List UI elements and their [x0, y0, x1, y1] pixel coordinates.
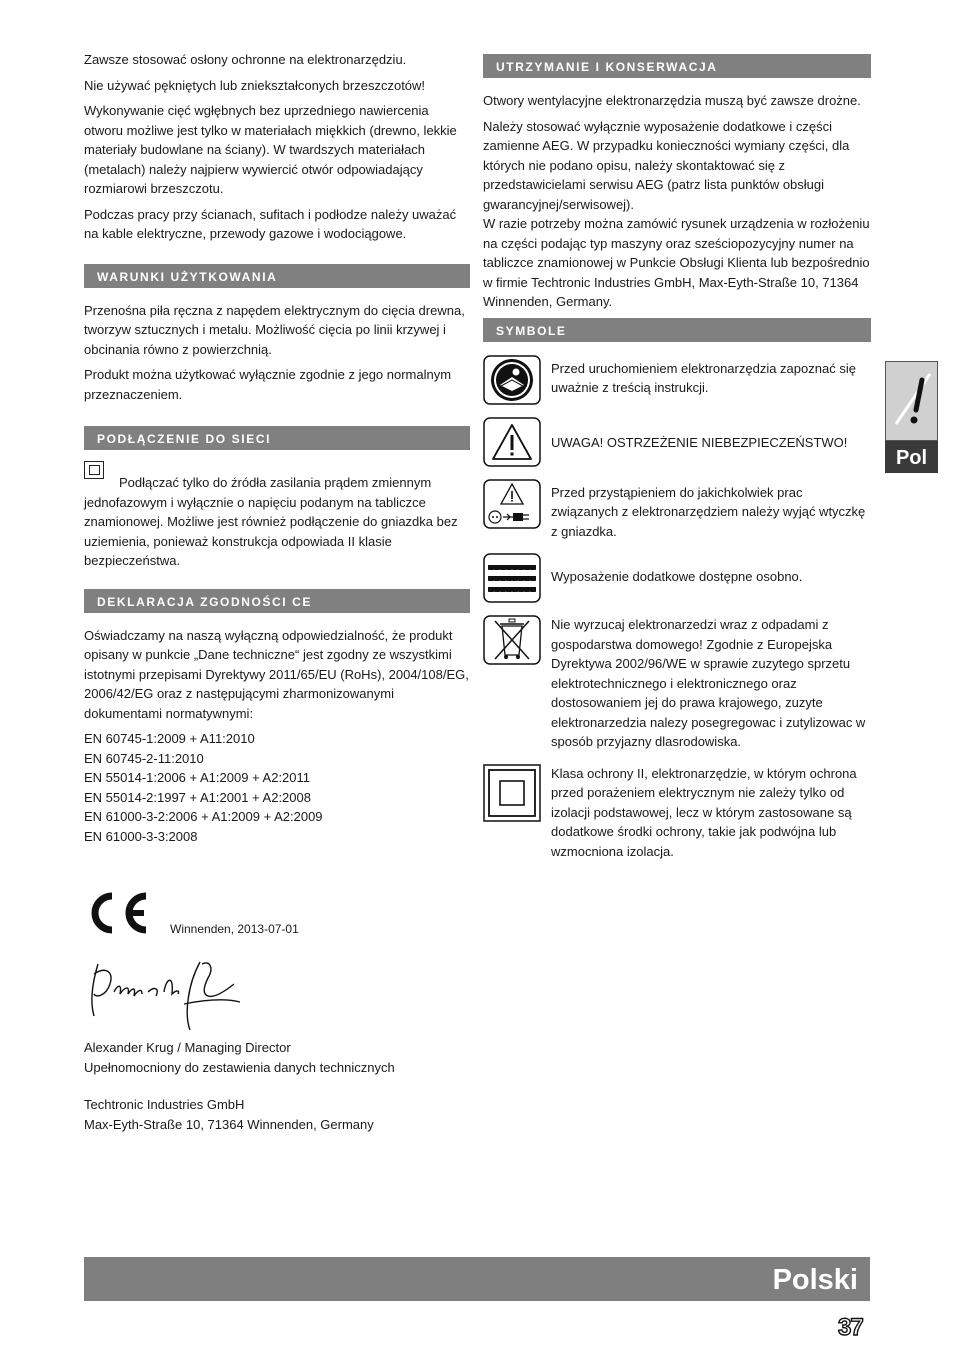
intro-paragraph: Zawsze stosować osłony ochronne na elektronarzędziu.	[84, 52, 407, 67]
footer-title: Polski	[772, 1264, 858, 1296]
declaration-paragraph: Oświadczamy na naszą wyłączną odpowiedzialność, że produkt opisany w punkcie „Dane techniczne“ jest zgodny ze wszystkimi istotnymi przepisami Dyrektywy 2011/65/EU (RoHs), 2004/108/EG, 2006/42/EG oraz z następującymi zharmonizowanymi dokumentami normatywnymi:	[84, 627, 469, 721]
standard-item: EN 55014-2:1997 + A1:2001 + A2:2008	[84, 789, 311, 805]
maintenance-paragraph: Otwory wentylacyjne elektronarzędzia muszą być zawsze drożne.	[483, 93, 861, 108]
symbol-text: UWAGA! OSTRZEŻENIE NIEBEZPIECZEŃSTWO!	[551, 434, 848, 450]
ce-mark-icon	[84, 890, 150, 936]
read-manual-icon	[483, 355, 541, 405]
intro-paragraph: Wykonywanie cięć wgłębnych bez uprzedniego nawiercenia otworu możliwe jest tylko w materiałach miękkich (drewno, lekkie materiały budowlane na ściany). W twardszych materiałach (metalach) należy najpierw wywiercić otwór odpowiadający rozmiarowi brzeszczotu.	[84, 103, 457, 196]
maintenance-paragraph: Należy stosować wyłącznie wyposażenie dodatkowe i części zamienne AEG. W przypadku konieczności wymiany części, dla których nie podano opisu, należy skontaktować się z przedstawicielami serwisu AEG (patrz lista punktów obsługi gwarancyjnej/serwisowej).	[483, 118, 850, 212]
symbol-text: Wyposażenie dodatkowe dostępne osobno.	[551, 569, 803, 584]
standard-item: EN 61000-3-2:2006 + A1:2009 + A2:2009	[84, 809, 323, 824]
class-ii-icon	[84, 461, 104, 479]
unplug-before-work-icon	[483, 479, 541, 529]
usage-paragraph: Przenośna piła ręczna z napędem elektrycznym do cięcia drewna, tworzyw sztucznych i metalu. Możliwość cięcia po linii krzywej i obcinania równo z powierzchnią.	[84, 302, 465, 357]
company-line: Max-Eyth-Straße 10, 71364 Winnenden, Germany	[84, 1116, 374, 1132]
exclamation-icon	[885, 361, 938, 441]
language-side-tab	[885, 361, 938, 473]
class-ii-double-square-icon	[483, 764, 541, 822]
right-column	[483, 54, 871, 873]
symbol-text: Nie wyrzucaj elektronarzedzi wraz z odpadami z gospodarstwa domowego! Zgodnie z Europejska Dyrektywa 2002/96/WE w sprawie zuzytego sprzetu elektrotechnicznego i elektronicznego oraz dostosowaniem jej do prawa krajowego, zuzyte elektronarzedzia nalezy posegregowac i zutylizowac w sposób przyjazny dlasrodowiska.	[551, 617, 866, 749]
signer-block	[84, 1038, 470, 1134]
standard-item: EN 61000-3-3:2008	[84, 828, 198, 844]
warning-triangle-icon	[483, 417, 541, 467]
symbol-row	[483, 615, 871, 752]
usage-heading: WARUNKI UŻYTKOWANIA	[84, 264, 470, 288]
maintenance-paragraph: W razie potrzeby można zamówić rysunek urządzenia w rozłożeniu na części podając typ maszyny oraz sześciopozycyjny numer na tabliczce znamionowej w Punkcie Obsługi Klienta lub bezpośrednio w firmie Techtronic Industries GmbH, Max-Eyth-Straße 10, 71364 Winnenden, Germany.	[483, 216, 870, 309]
place-date: Winnenden, 2013-07-01	[170, 922, 299, 936]
symbol-row	[483, 553, 871, 603]
connection-heading: PODŁĄCZENIE DO SIECI	[84, 426, 470, 450]
standard-item: EN 60745-1:2009 + A11:2010	[84, 731, 255, 746]
symbol-text: Przed uruchomieniem elektronarzędzia zapoznać się uważnie z treścią instrukcji.	[551, 360, 856, 395]
symbol-text: Przed przystąpieniem do jakichkolwiek prac związanych z elektronarzędziem należy wyjąć wtyczkę z gniazdka.	[551, 484, 866, 539]
connection-paragraph: Podłączać tylko do źródła zasilania prądem zmiennym jednofazowym i wyłącznie o napięciu podanym na tabliczce znamionowej. Możliwe jest również podłączenie do gniazdka bez uziemienia, ponieważ konstrukcja odpowiada II klasie bezpieczeństwa.	[84, 475, 458, 568]
page-number: 37	[838, 1314, 863, 1341]
symbol-row	[483, 417, 871, 467]
usage-paragraph: Produkt można użytkować wyłącznie zgodnie z jego normalnym przeznaczeniem.	[84, 367, 452, 402]
symbol-row	[483, 479, 871, 542]
left-column	[84, 50, 470, 1134]
intro-paragraph: Nie używać pękniętych lub zniekształconych brzeszczotów!	[84, 77, 426, 93]
signer-line: Upełnomocniony do zestawienia danych technicznych	[84, 1059, 395, 1075]
standard-item: EN 60745-2-11:2010	[84, 750, 204, 766]
symbol-row	[483, 355, 871, 405]
symbol-text: Klasa ochrony II, elektronarzędzie, w którym ochrona przed porażeniem elektrycznym nie zależy tylko od izolacji podstawowej, lecz w którym zastosowane są dodatkowe środki ochrony, takie jak podwójna lub wzmocniona izolacja.	[551, 765, 857, 859]
declaration-heading: DEKLARACJA ZGODNOŚCI CE	[84, 589, 470, 613]
company-line: Techtronic Industries GmbH	[84, 1097, 245, 1112]
footer-bar	[84, 1257, 870, 1301]
signer-line: Alexander Krug / Managing Director	[84, 1040, 291, 1055]
maintenance-heading: UTRZYMANIE I KONSERWACJA	[483, 54, 871, 78]
crossed-bin-icon	[483, 615, 541, 665]
ce-block	[84, 890, 470, 950]
symbol-row	[483, 764, 871, 862]
language-label: Pol	[895, 447, 928, 469]
accessory-blades-icon	[483, 553, 541, 603]
signature-image	[84, 954, 470, 1034]
standard-item: EN 55014-1:2006 + A1:2009 + A2:2011	[84, 770, 311, 785]
symbols-heading: SYMBOLE	[483, 318, 871, 342]
intro-paragraph: Podczas pracy przy ścianach, sufitach i podłodze należy uważać na kable elektryczne, przewody gazowe i wodociągowe.	[84, 206, 457, 241]
standards-list	[84, 729, 470, 846]
